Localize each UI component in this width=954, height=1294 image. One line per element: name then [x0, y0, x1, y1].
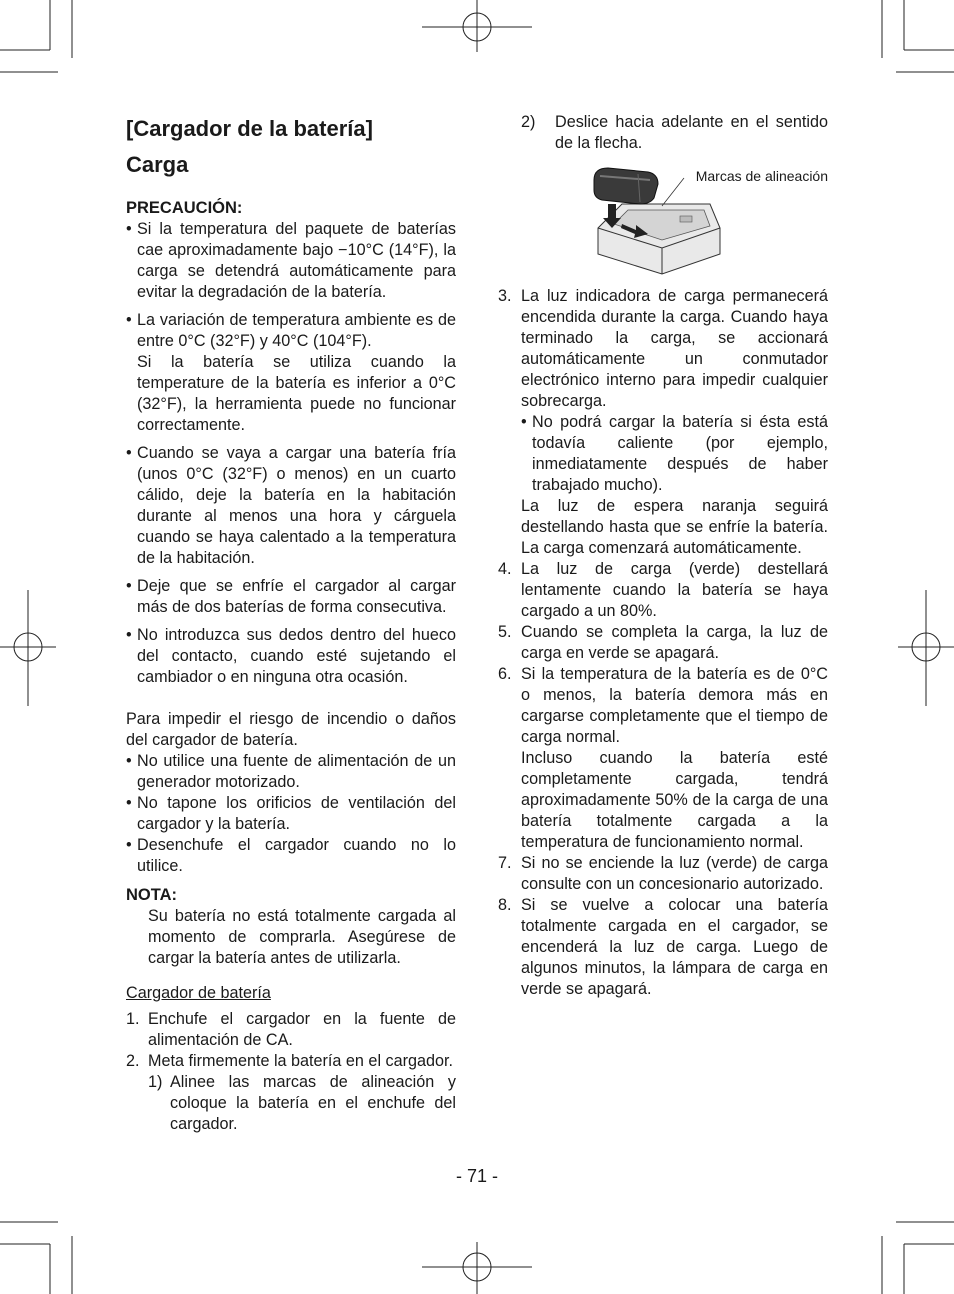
step-continuation: La luz de espera naranja seguirá destellando hasta que se enfríe la batería. La carga comenzará automáticamente.	[521, 497, 828, 557]
caution-heading: PRECAUCIÓN:	[126, 199, 243, 217]
bullet-dot: •	[521, 413, 527, 431]
step-bullet	[521, 412, 828, 496]
caution-text: Si la temperatura del paquete de baterías cae aproximadamente bajo −10°C (14°F), la carga se detendrá automáticamente para evitar la degradación de la batería.	[137, 220, 456, 301]
fire-intro: Para impedir el riesgo de incendio o daños del cargador de batería.	[126, 710, 456, 749]
fire-text: Desenchufe el cargador cuando no lo utilice.	[137, 836, 456, 875]
substep-number: 2)	[521, 113, 536, 131]
caution-text: No introduzca sus dedos dentro del hueco del contacto, cuando esté sujetando el cambiador o en ninguna otra ocasión.	[137, 626, 456, 686]
caution-item	[126, 310, 456, 352]
caution-continuation: Si la batería se utiliza cuando la temperature de la batería es inferior a 0°C (32°F), la herramienta puede no funcionar correctamente.	[137, 353, 456, 434]
bullet-dot: •	[126, 577, 132, 595]
fire-text: No utilice una fuente de alimentación de un generador motorizado.	[137, 752, 456, 791]
substep-item	[148, 1072, 456, 1135]
substep-number: 1)	[148, 1073, 163, 1091]
charger-figure	[498, 158, 828, 276]
step-number: 1.	[126, 1010, 140, 1028]
step-text: La luz indicadora de carga permanecerá encendida durante la carga. Cuando haya terminado la carga, se accionará automáticamente un conmutador electrónico interno para impedir cualquier sobrecarga.	[521, 287, 828, 410]
step-continuation: Incluso cuando la batería esté completamente cargada, tendrá aproximadamente 50% de la carga de una batería totalmente cargada a la temperatura de funcionamiento normal.	[521, 749, 828, 851]
caution-item	[126, 219, 456, 303]
section-subtitle: Carga	[126, 152, 189, 177]
fire-item	[126, 793, 456, 835]
left-column	[126, 112, 456, 1135]
caution-item	[126, 625, 456, 688]
note-heading: NOTA:	[126, 886, 178, 904]
step-text: Si la temperatura de la batería es de 0°C o menos, la batería demora más en cargarse completamente que el tiempo de carga normal.	[521, 665, 828, 746]
step-number: 5.	[498, 623, 512, 641]
substep-item	[521, 112, 828, 154]
bullet-dot: •	[126, 836, 132, 854]
section-title: [Cargador de la batería]	[126, 116, 373, 141]
step-item	[498, 286, 828, 412]
step-item	[498, 622, 828, 664]
step-number: 4.	[498, 560, 512, 578]
right-column	[498, 112, 828, 1000]
fire-item	[126, 835, 456, 877]
step-text: Enchufe el cargador en la fuente de alimentación de CA.	[148, 1010, 456, 1049]
step-number: 2.	[126, 1052, 140, 1070]
bullet-dot: •	[126, 311, 132, 329]
charger-heading: Cargador de batería	[126, 984, 271, 1002]
bullet-text: No podrá cargar la batería si ésta está todavía caliente (por ejemplo, inmediatamente después de haber trabajado mucho).	[532, 413, 828, 494]
step-number: 3.	[498, 287, 512, 305]
figure-label: Marcas de alineación	[695, 168, 828, 184]
step-item	[126, 1051, 456, 1072]
step-number: 7.	[498, 854, 512, 872]
step-number: 8.	[498, 896, 512, 914]
caution-text: La variación de temperatura ambiente es de entre 0°C (32°F) y 40°C (104°F).	[137, 311, 456, 350]
note-text: Su batería no está totalmente cargada al momento de comprarla. Asegúrese de cargar la batería antes de utilizarla.	[148, 907, 456, 967]
step-text: La luz de carga (verde) destellará lentamente cuando la batería se haya cargado a un 80%.	[521, 560, 828, 620]
step-text: Cuando se completa la carga, la luz de carga en verde se apagará.	[521, 623, 828, 662]
step-item	[498, 559, 828, 622]
step-item	[498, 664, 828, 748]
substep-text: Alinee las marcas de alineación y coloque la batería en el enchufe del cargador.	[170, 1073, 456, 1133]
bullet-dot: •	[126, 794, 132, 812]
step-item	[126, 1009, 456, 1051]
step-text: Si se vuelve a colocar una batería totalmente cargada en el cargador, se encenderá la luz de carga. Luego de algunos minutos, la lámpara de carga en verde se apagará.	[521, 896, 828, 998]
caution-item	[126, 443, 456, 569]
page-number: - 71 -	[455, 1166, 498, 1186]
step-item	[498, 853, 828, 895]
fire-item	[126, 751, 456, 793]
bullet-dot: •	[126, 220, 132, 238]
step-text: Meta firmemente la batería en el cargador.	[148, 1052, 454, 1070]
substep-text: Deslice hacia adelante en el sentido de la flecha.	[555, 113, 828, 152]
fire-text: No tapone los orificios de ventilación del cargador y la batería.	[137, 794, 456, 833]
step-text: Si no se enciende la luz (verde) de carga consulte con un concesionario autorizado.	[521, 854, 828, 893]
caution-text: Cuando se vaya a cargar una batería fría (unos 0°C (32°F) o menos) en un cuarto cálido, deje la batería en la habitación durante al menos una hora y cárguela cuando se haya calentado a la temperatura de la habitación.	[137, 444, 456, 567]
caution-text: Deje que se enfríe el cargador al cargar más de dos baterías de forma consecutiva.	[137, 577, 456, 616]
bullet-dot: •	[126, 752, 132, 770]
caution-item	[126, 576, 456, 618]
charger-illustration	[592, 166, 722, 278]
bullet-dot: •	[126, 626, 132, 644]
bullet-dot: •	[126, 444, 132, 462]
step-number: 6.	[498, 665, 512, 683]
step-item	[498, 895, 828, 1000]
